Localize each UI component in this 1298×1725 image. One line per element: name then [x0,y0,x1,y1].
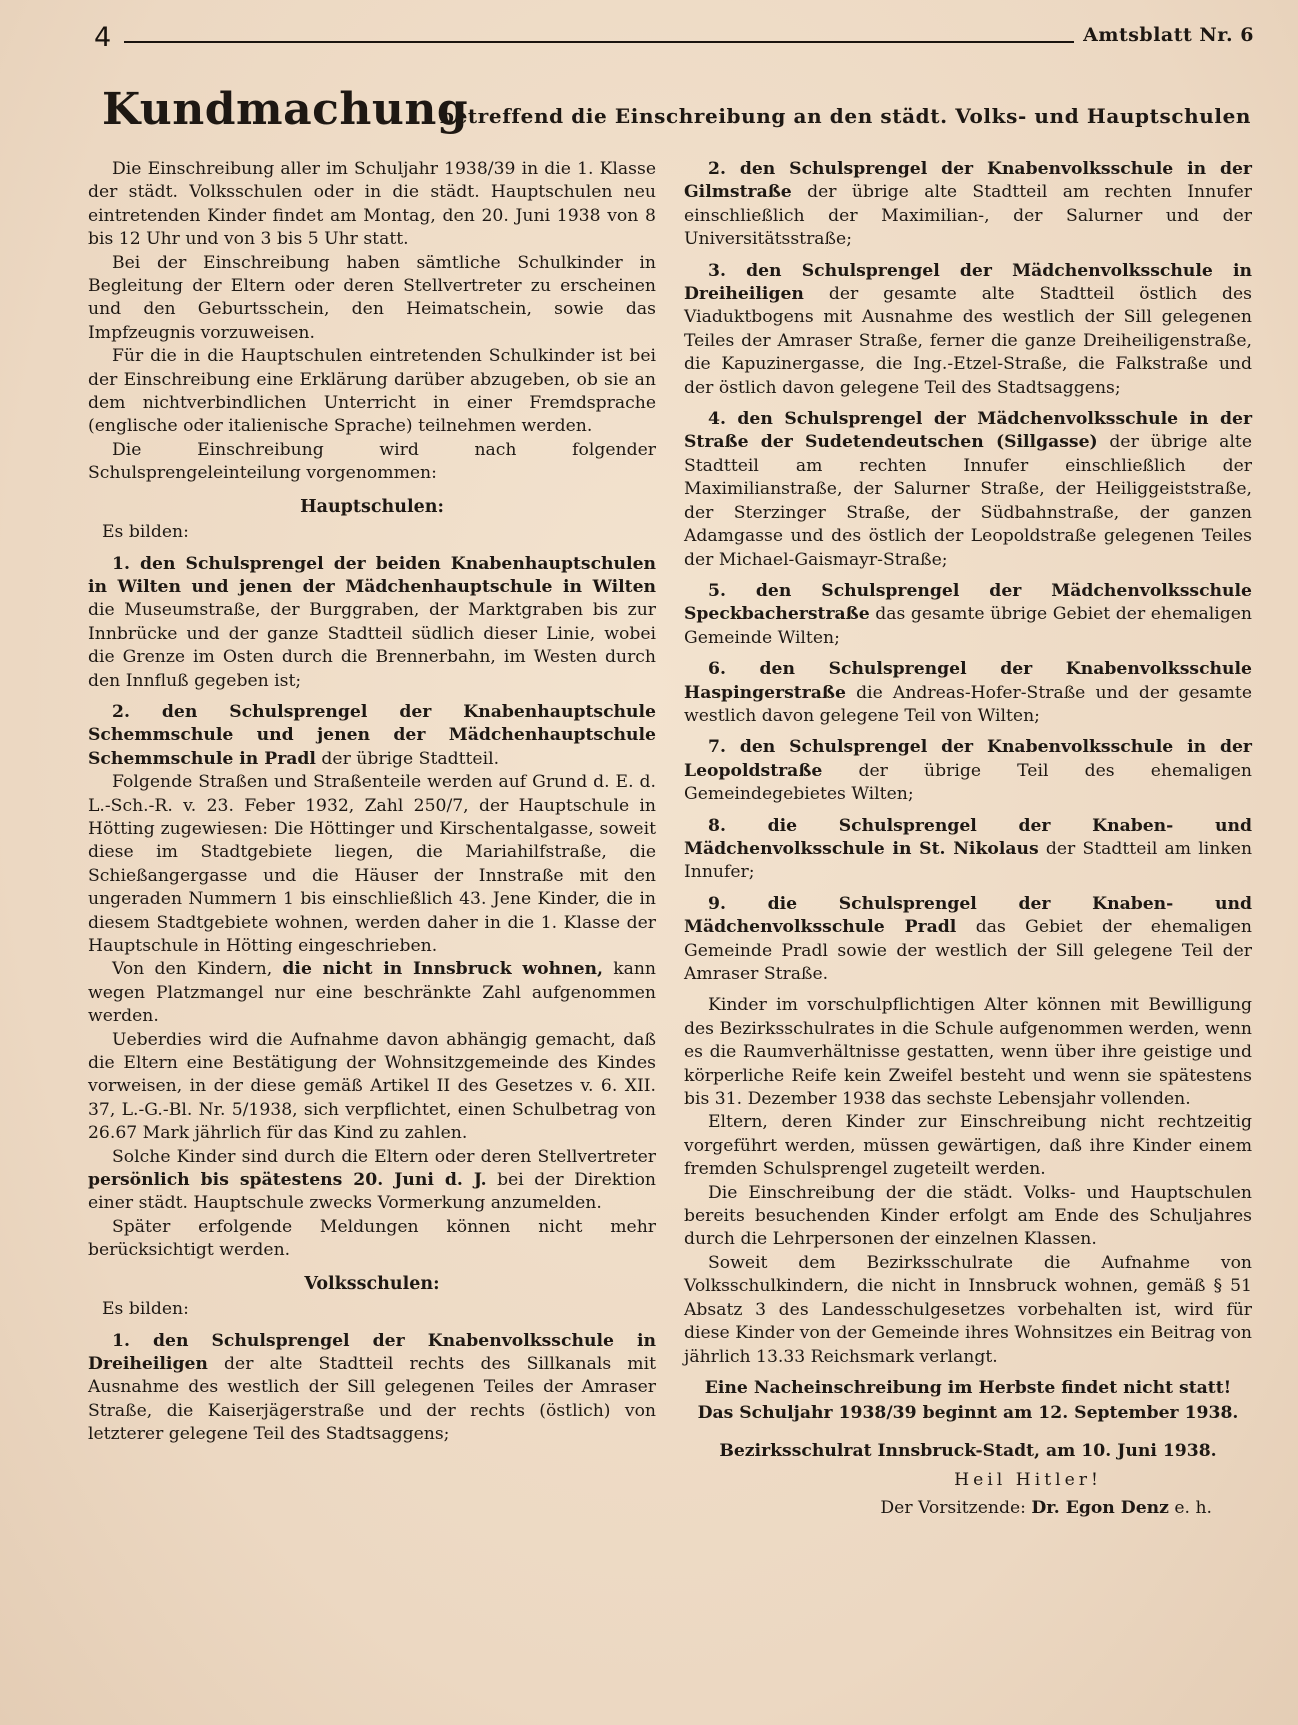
paragraph: Soweit dem Bezirksschulrate die Aufnahme von Volksschulkindern, die nicht in Innsbruck wohnen, gemäß § 51 Absatz 3 des Landesschulgesetzes vorbehalten ist, wird für diese Kinder von der Gemeinde ihres Wohnsitzes ein Beitrag von jährlich 13.33 Reichsmark verlangt. [684,1252,1252,1367]
closing-notice: Das Schuljahr 1938/39 beginnt am 12. September 1938. [697,1403,1239,1424]
list-item-text: der übrige Teil des ehemaligen Gemeindegebietes Wilten; [684,760,1252,805]
paragraph: Ueberdies wird die Aufnahme davon abhängig gemacht, daß die Eltern eine Bestätigung der Wohnsitzgemeinde des Kindes vorweisen, in der diese gemäß Artikel II des Gesetzes v. 6. XII. 37, L.-G.-Bl. Nr. 5/1938, sich verpflichtet, einen Schulbetrag von 26.67 Mark jährlich für das Kind zu zahlen. [88,1029,656,1144]
list-item [88,1330,656,1447]
list-item [684,580,1252,650]
list-item-bold: 1. den Schulsprengel der Knabenvolksschule in Dreiheiligen [88,1330,656,1374]
list-item-text: der übrige Stadtteil. [315,748,500,769]
list-item-text: das gesamte übrige Gebiet der ehemaligen Gemeinde Wilten; [684,604,1252,648]
es-bilden-label: Es bilden: [102,522,189,543]
page-title: Kundmachung [102,84,469,135]
text-run-bold: die nicht in Innsbruck wohnen, [282,959,604,980]
list-item [88,553,656,693]
list-item-bold: 5. den Schulsprengel der Mädchenvolksschule Speckbacherstraße [684,580,1252,625]
paragraph: Eltern, deren Kinder zur Einschreibung nicht rechtzeitig vorgeführt werden, müssen gewärtigen, daß ihre Kinder einem fremden Schulsprengel zugeteilt werden. [684,1112,1252,1180]
list-item-text: der übrige alte Stadtteil am rechten Innufer einschließlich der Maximilianstraße, der Salurner Straße, der Heiliggeiststraße, der Sterzinger Straße, der Südbahnstraße, der ganzen Adamgasse und des östlich der Leopoldstraße gelegenen Teiles der Michael-Gaismayr-Straße; [684,432,1252,570]
salutation: Heil Hitler! [954,1470,1102,1491]
list-item [684,158,1252,252]
list-item-text: der alte Stadtteil rechts des Sillkanals mit Ausnahme des westlich der Sill gelegenen Teiles der Amraser Straße, die Kaiserjägerstraße und der rechts (östlich) von letzterer gelegene Teil des Stadtsaggens; [88,1353,656,1445]
section-heading-volksschulen: Volksschulen: [304,1273,440,1294]
list-item-text: der Stadtteil am linken Innufer; [684,838,1253,883]
signatory [684,1497,1252,1520]
paragraph [88,1146,656,1216]
list-item-text: die Museumstraße, der Burggraben, der Marktgraben bis zur Innbrücke und der ganze Stadtteil südlich dieser Linie, wobei die Grenze im Osten durch die Brennerbahn, im Westen durch den Innfluß gegeben ist; [88,600,656,691]
paragraph: Für die in die Hauptschulen eintretenden Schulkinder ist bei der Einschreibung eine Erklärung darüber abzugeben, ob sie an dem nichtverbindlichen Unterricht in einer Fremdsprache (englische oder italienische Sprache) teilnehmen werden. [88,346,656,437]
list-item [684,658,1252,728]
list-item-text: das Gebiet der ehemaligen Gemeinde Pradl sowie der westlich der Sill gelegene Teil der Amraser Straße. [684,917,1252,984]
list-item-text: der gesamte alte Stadtteil östlich des Viaduktbogens mit Ausnahme des westlich der Sill gelegenen Teiles der Amraser Straße, ferner die ganze Dreiheiligenstraße, die Kapuzinergasse, die Ing.-Etzel-Straße, die Falkstraße und der östlich davon gelegene Teil des Stadtsaggens; [684,284,1252,398]
es-bilden-label: Es bilden: [102,1299,189,1320]
issue-label: Amtsblatt Nr. 6 [1083,24,1254,46]
signatory-name: Dr. Egon Denz [1031,1497,1169,1518]
list-item [88,701,656,771]
list-item-bold: 2. den Schulsprengel der Knabenvolksschule in der Gilmstraße [684,159,1252,203]
header-rule [124,41,1074,43]
paragraph: Die Einschreibung wird nach folgender Schulsprengeleinteilung vorgenommen: [88,439,656,484]
paragraph [88,958,656,1028]
list-item [684,736,1252,806]
page-subtitle: betreffend die Einschreibung an den städt. Volks- und Hauptschulen [440,104,1252,128]
text-run-bold: persönlich bis spätestens 20. Juni d. J. [88,1170,487,1191]
paragraph: Folgende Straßen und Straßenteile werden auf Grund d. E. d. L.-Sch.-R. v. 23. Feber 1932, Zahl 250/7, der Hauptschule in Hötting zugewiesen: Die Höttinger und Kirschentalgasse, soweit diese im Stadtgebiete liegen, die Mariahilfstraße, die Schießangergasse und die Häuser der Innstraße mit den ungeraden Nummern 1 bis einschließlich 43. Jene Kinder, die in diesem Stadtgebiete wohnen, werden daher in die 1. Klasse der Hauptschule in Hötting eingeschrieben. [88,772,656,956]
list-item-bold: 8. die Schulsprengel der Knaben- und Mädchenvolksschule in St. Nikolaus [684,815,1252,859]
list-item-text: die Andreas-Hofer-Straße und der gesamte westlich davon gelegene Teil von Wilten; [684,682,1252,726]
list-item [684,260,1252,400]
list-item-bold: 9. die Schulsprengel der Knaben- und Mädchenvolksschule Pradl [684,893,1252,938]
text-run: kann wegen Platzmangel nur eine beschränkte Zahl aufgenommen werden. [88,959,657,1027]
text-run: Solche Kinder sind durch die Eltern oder deren Stellvertreter [112,1146,656,1167]
left-column [88,158,656,1447]
text-run: Von den Kindern, [112,959,283,980]
right-column [684,158,1252,1520]
text-run: Der Vorsitzende: [880,1497,1032,1518]
title-bar [94,84,1264,144]
closing-notice: Eine Nacheinschreibung im Herbste findet nicht statt! [704,1377,1232,1398]
page-number: 4 [94,22,112,53]
paragraph: Bei der Einschreibung haben sämtliche Schulkinder in Begleitung der Eltern oder deren Stellvertreter zu erscheinen und den Geburtsschein, den Heimatschein, sowie das Impfzeugnis vorzuweisen. [88,252,656,343]
list-item-bold: 2. den Schulsprengel der Knabenhauptschule Schemmschule und jenen der Mädchenhauptschule Schemmschule in Pradl [88,701,656,769]
paragraph: Kinder im vorschulpflichtigen Alter können mit Bewilligung des Bezirksschulrates in die Schule aufgenommen werden, wenn es die Raumverhältnisse gestatten, wenn über ihre geistige und körperliche Reife kein Zweifel besteht und wenn sie spätestens bis 31. Dezember 1938 das sechste Lebensjahr vollenden. [684,995,1252,1110]
paragraph: Die Einschreibung aller im Schuljahr 1938/39 in die 1. Klasse der städt. Volksschulen oder in die städt. Hauptschulen neu eintretenden Kinder findet am Montag, den 20. Juni 1938 von 8 bis 12 Uhr und von 3 bis 5 Uhr statt. [88,159,656,250]
list-item [684,893,1252,987]
paragraph: Später erfolgende Meldungen können nicht mehr berücksichtigt werden. [88,1216,656,1261]
list-item-bold: 3. den Schulsprengel der Mädchenvolksschule in Dreiheiligen [684,260,1252,305]
list-item [684,815,1252,885]
signature-line: Bezirksschulrat Innsbruck-Stadt, am 10. Juni 1938. [719,1440,1217,1461]
text-run: e. h. [1168,1497,1212,1518]
list-item-bold: 7. den Schulsprengel der Knabenvolksschule in der Leopoldstraße [684,737,1252,781]
list-item-bold: 1. den Schulsprengel der beiden Knabenhauptschulen in Wilten und jenen der Mädchenhauptschule in Wilten [88,553,656,597]
page-header [94,22,1254,58]
list-item [684,408,1252,572]
list-item-bold: 6. den Schulsprengel der Knabenvolksschule Haspingerstraße [684,659,1252,703]
paragraph: Die Einschreibung der die städt. Volks- und Hauptschulen bereits besuchenden Kinder erfolgt am Ende des Schuljahres durch die Lehrpersonen der einzelnen Klassen. [684,1182,1252,1250]
text-run: bei der Direktion einer städt. Hauptschule zwecks Vormerkung anzumelden. [88,1170,656,1214]
list-item-text: der übrige alte Stadtteil am rechten Innufer einschließlich der Maximilian-, der Salurner und der Universitätsstraße; [684,182,1252,250]
section-heading-hauptschulen: Hauptschulen: [300,496,444,517]
list-item-bold: 4. den Schulsprengel der Mädchenvolksschule in der Straße der Sudetendeutschen (Sillgasse) [684,409,1252,453]
